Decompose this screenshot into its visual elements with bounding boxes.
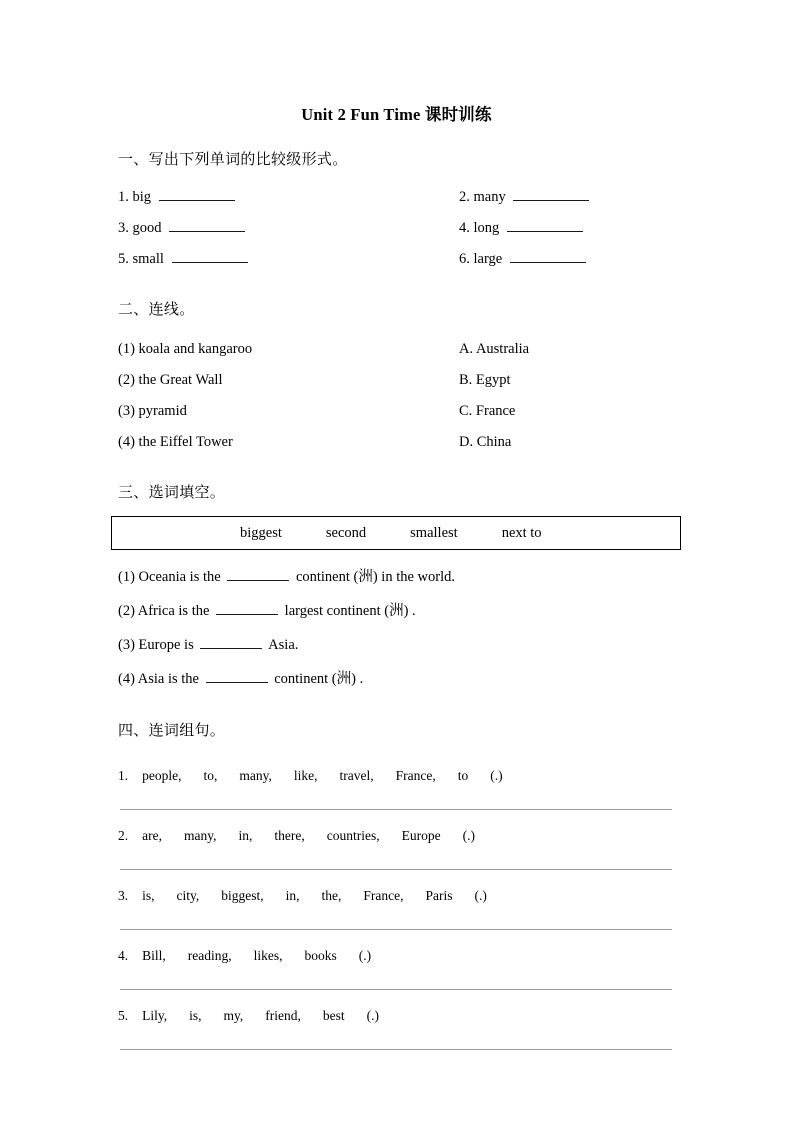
cloze-question bbox=[118, 560, 688, 594]
word-token: friend, bbox=[265, 1007, 301, 1023]
matching-right-item[interactable] bbox=[459, 396, 678, 427]
word-token: France, bbox=[395, 767, 436, 783]
item-number: (1) bbox=[118, 340, 135, 357]
comparatives-item bbox=[459, 182, 678, 213]
answer-blank[interactable] bbox=[169, 219, 245, 232]
item-number: 4. bbox=[118, 947, 129, 963]
word-token: to, bbox=[203, 767, 218, 783]
cloze-question bbox=[118, 662, 688, 696]
word-token: biggest, bbox=[221, 887, 264, 903]
item-word: long bbox=[473, 220, 500, 237]
matching-left-item[interactable] bbox=[118, 396, 459, 427]
item-number: 5. bbox=[118, 1007, 129, 1023]
answer-blank[interactable] bbox=[227, 568, 289, 581]
section-cloze bbox=[0, 484, 793, 697]
answer-blank[interactable] bbox=[206, 670, 268, 683]
sentence-before: Oceania is the bbox=[138, 569, 221, 586]
item-number: (4) bbox=[118, 671, 135, 688]
item-word: big bbox=[132, 189, 152, 206]
word-token: Lily, bbox=[142, 1007, 168, 1023]
word-token: (.) bbox=[490, 767, 503, 783]
word-token: reading, bbox=[187, 947, 232, 963]
word-token: countries, bbox=[326, 827, 380, 843]
word-token: people, bbox=[142, 767, 182, 783]
word-token: in, bbox=[238, 827, 253, 843]
section-word-order bbox=[0, 722, 793, 1050]
item-letter: B. bbox=[459, 371, 473, 388]
matching-right-item[interactable] bbox=[459, 334, 678, 365]
word-order-items bbox=[118, 750, 672, 1050]
word-token: many, bbox=[239, 767, 272, 783]
comparatives-item bbox=[459, 213, 678, 244]
item-number: 6. bbox=[459, 251, 470, 268]
sentence-before: Europe is bbox=[138, 637, 194, 654]
word-bank bbox=[111, 516, 681, 550]
word-order-tokens bbox=[118, 990, 672, 1032]
word-token: (.) bbox=[366, 1007, 379, 1023]
comparatives-item bbox=[118, 182, 459, 213]
word-token: Europe bbox=[401, 827, 441, 843]
item-number: (4) bbox=[118, 433, 135, 450]
matching-right-item[interactable] bbox=[459, 427, 678, 458]
item-number: 1. bbox=[118, 189, 129, 206]
matching-row bbox=[118, 396, 678, 427]
answer-blank[interactable] bbox=[200, 636, 262, 649]
item-number: 3. bbox=[118, 887, 129, 903]
item-text: China bbox=[476, 433, 512, 450]
item-number: (3) bbox=[118, 402, 135, 419]
word-token: (.) bbox=[462, 827, 475, 843]
section-heading-4: 四、连词组句。 bbox=[118, 723, 226, 740]
word-token: is, bbox=[142, 887, 155, 903]
word-token: many, bbox=[183, 827, 217, 843]
comparatives-item bbox=[118, 213, 459, 244]
word-token: there, bbox=[274, 827, 305, 843]
word-token: Bill, bbox=[142, 947, 166, 963]
item-word: good bbox=[132, 220, 162, 237]
item-text: koala and kangaroo bbox=[138, 340, 253, 357]
sentence-after: continent (洲) . bbox=[274, 671, 364, 688]
comparatives-row bbox=[118, 182, 678, 213]
word-order-item bbox=[118, 750, 672, 810]
word-token: to bbox=[457, 767, 469, 783]
word-token: Paris bbox=[425, 887, 453, 903]
word-token: (.) bbox=[358, 947, 372, 963]
word-token: city, bbox=[176, 887, 200, 903]
answer-blank[interactable] bbox=[510, 250, 586, 263]
word-order-item bbox=[118, 930, 672, 990]
word-token: travel, bbox=[339, 767, 374, 783]
word-order-tokens bbox=[118, 930, 672, 972]
comparatives-grid bbox=[118, 182, 678, 275]
matching-right-item[interactable] bbox=[459, 365, 678, 396]
item-word: large bbox=[473, 251, 503, 268]
cloze-questions bbox=[118, 560, 688, 696]
answer-blank[interactable] bbox=[216, 602, 278, 615]
section-heading-2: 二、连线。 bbox=[118, 302, 195, 319]
item-number: 1. bbox=[118, 767, 129, 783]
word-order-tokens bbox=[118, 810, 672, 852]
word-token: like, bbox=[293, 767, 318, 783]
item-letter: C. bbox=[459, 402, 473, 419]
cloze-question bbox=[118, 594, 688, 628]
item-letter: D. bbox=[459, 433, 474, 450]
section-comparatives bbox=[0, 151, 793, 276]
page-title: Unit 2 Fun Time 课时训练 bbox=[301, 105, 492, 124]
item-number: 3. bbox=[118, 220, 129, 237]
section-matching bbox=[0, 301, 793, 458]
word-bank-option[interactable]: next to bbox=[501, 524, 542, 541]
matching-left-item[interactable] bbox=[118, 365, 459, 396]
sentence-after: Asia. bbox=[268, 637, 299, 654]
section-heading-1: 一、写出下列单词的比较级形式。 bbox=[118, 151, 348, 168]
item-word: many bbox=[473, 189, 506, 206]
item-number: 2. bbox=[118, 827, 129, 843]
comparatives-row bbox=[118, 213, 678, 244]
word-order-item bbox=[118, 870, 672, 930]
item-text: pyramid bbox=[138, 402, 187, 419]
word-token: books bbox=[304, 947, 337, 963]
comparatives-item bbox=[118, 244, 459, 275]
item-text: the Eiffel Tower bbox=[138, 433, 233, 450]
matching-left-item[interactable] bbox=[118, 427, 459, 458]
word-bank-option[interactable]: second bbox=[325, 524, 367, 541]
sentence-after: largest continent (洲) . bbox=[284, 603, 416, 620]
word-token: likes, bbox=[253, 947, 283, 963]
item-text: the Great Wall bbox=[138, 371, 223, 388]
item-number: 2. bbox=[459, 189, 470, 206]
matching-row bbox=[118, 427, 678, 458]
section-heading-3: 三、选词填空。 bbox=[118, 484, 226, 501]
cloze-question bbox=[118, 628, 688, 662]
matching-grid bbox=[118, 334, 678, 458]
word-token: are, bbox=[142, 827, 162, 843]
word-token: best bbox=[322, 1007, 345, 1023]
word-order-tokens bbox=[118, 750, 672, 792]
answer-blank[interactable] bbox=[159, 188, 235, 201]
sentence-after: continent (洲) in the world. bbox=[295, 569, 455, 586]
word-token: in, bbox=[285, 887, 300, 903]
item-number: (3) bbox=[118, 637, 135, 654]
word-token: is, bbox=[189, 1007, 202, 1023]
comparatives-row bbox=[118, 244, 678, 275]
matching-left-item[interactable] bbox=[118, 334, 459, 365]
word-bank-option[interactable]: smallest bbox=[410, 524, 458, 541]
word-order-tokens bbox=[118, 870, 672, 912]
matching-row bbox=[118, 334, 678, 365]
answer-blank[interactable] bbox=[507, 219, 583, 232]
word-order-item bbox=[118, 810, 672, 870]
item-text: France bbox=[475, 402, 516, 419]
item-number: 5. bbox=[118, 251, 129, 268]
answer-line[interactable] bbox=[120, 1049, 672, 1050]
matching-row bbox=[118, 365, 678, 396]
item-number: (1) bbox=[118, 569, 135, 586]
sentence-before: Asia is the bbox=[137, 671, 199, 688]
comparatives-item bbox=[459, 244, 678, 275]
word-token: my, bbox=[223, 1007, 244, 1023]
item-letter: A. bbox=[459, 340, 474, 357]
item-number: (2) bbox=[118, 371, 135, 388]
item-number: 4. bbox=[459, 220, 470, 237]
answer-blank[interactable] bbox=[172, 250, 248, 263]
answer-blank[interactable] bbox=[513, 188, 589, 201]
word-order-item bbox=[118, 990, 672, 1050]
sentence-before: Africa is the bbox=[137, 603, 210, 620]
item-text: Australia bbox=[475, 340, 530, 357]
word-token: France, bbox=[363, 887, 404, 903]
item-word: small bbox=[132, 251, 164, 268]
word-bank-option[interactable]: biggest bbox=[240, 524, 282, 541]
item-text: Egypt bbox=[475, 371, 511, 388]
word-token: (.) bbox=[474, 887, 487, 903]
item-number: (2) bbox=[118, 603, 135, 620]
word-token: the, bbox=[321, 887, 342, 903]
